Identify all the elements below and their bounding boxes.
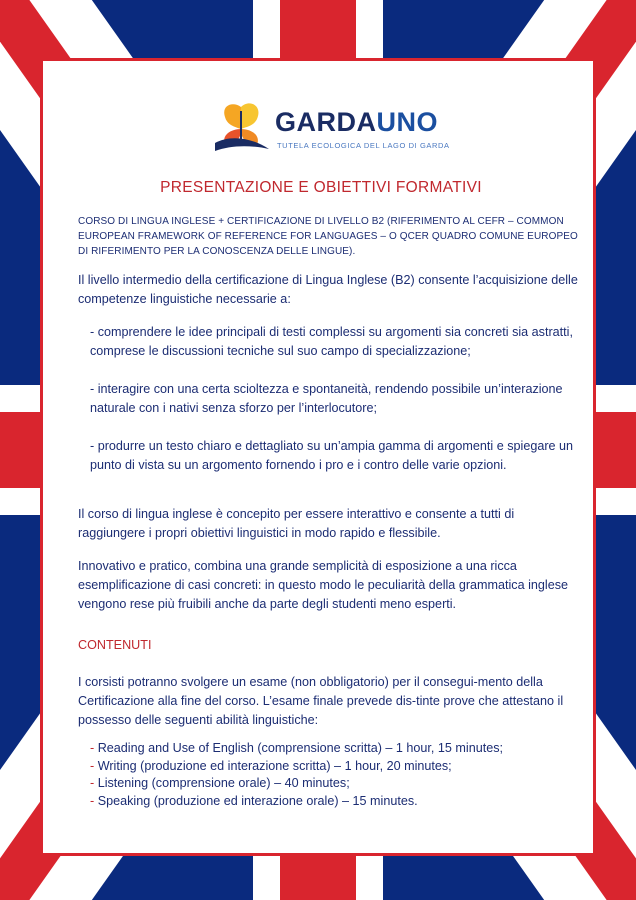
page-title: PRESENTAZIONE E OBIETTIVI FORMATIVI xyxy=(160,179,482,196)
contents-heading: CONTENUTI xyxy=(78,638,152,652)
exam-item: - Listening (comprensione orale) – 40 minutes; xyxy=(90,776,350,790)
exam-list xyxy=(90,740,580,810)
paragraph-4: I corsisti potranno svolgere un esame (non obbligatorio) per il consegui-mento della Certificazione alla fine del corso. L’esame finale prevede dis-tinte prove che attestano il possesso delle seguenti abilità linguistiche: xyxy=(78,675,564,727)
objective-item: - comprendere le idee principali di testi complessi su argomenti sia concreti sia astratti, comprese le discussioni tecniche sul suo campo di specializzazione; xyxy=(90,325,573,358)
paragraph-1: Il livello intermedio della certificazione di Lingua Inglese (B2) consente l’acquisizione delle competenze linguistiche necessarie a: xyxy=(78,273,578,306)
gardauno-logo xyxy=(211,99,451,159)
paragraph-3: Innovativo e pratico, combina una grande semplicità di esposizione a una ricca esemplificazione di casi concreti: in questo modo le peculiarità della grammatica inglese vengono rese più fruibili anche da parte degli studenti meno esperti. xyxy=(78,559,569,611)
objective-item: - produrre un testo chiaro e dettagliato su un’ampia gamma di argomenti e spiegare un punto di vista su un argomento fornendo i pro e i contro delle varie opzioni. xyxy=(90,439,574,472)
content-card xyxy=(40,58,596,856)
exam-item: - Reading and Use of English (comprensione scritta) – 1 hour, 15 minutes; xyxy=(90,741,504,755)
objective-item: - interagire con una certa scioltezza e spontaneità, rendendo possibile un’interazione naturale con i nativi senza sforzo per l’interlocutore; xyxy=(90,382,563,415)
butterfly-icon xyxy=(211,99,273,159)
brand-name: GARDAUNO xyxy=(275,107,438,137)
objectives-list xyxy=(90,323,580,494)
paragraph-2: Il corso di lingua inglese è concepito per essere interattivo e consente a tutti di raggiungere i propri obiettivi linguistici in modo rapido e flessibile. xyxy=(78,507,515,540)
brand-tagline: TUTELA ECOLOGICA DEL LAGO DI GARDA xyxy=(277,141,450,150)
exam-item: - Writing (produzione ed interazione scritta) – 1 hour, 20 minutes; xyxy=(90,758,452,773)
exam-item: - Speaking (produzione ed interazione orale) – 15 minutes. xyxy=(90,793,418,808)
intro-text: CORSO DI LINGUA INGLESE + CERTIFICAZIONE DI LIVELLO B2 (RIFERIMENTO AL CEFR – COMMON EUROPEAN FRAMEWORK OF REFERENCE FOR LANGUAGES – O QCER QUADRO COMUNE EUROPEO DI RIFERIMENTO PER LA CONOSCENZA DELLE LINGUE). xyxy=(78,216,578,257)
